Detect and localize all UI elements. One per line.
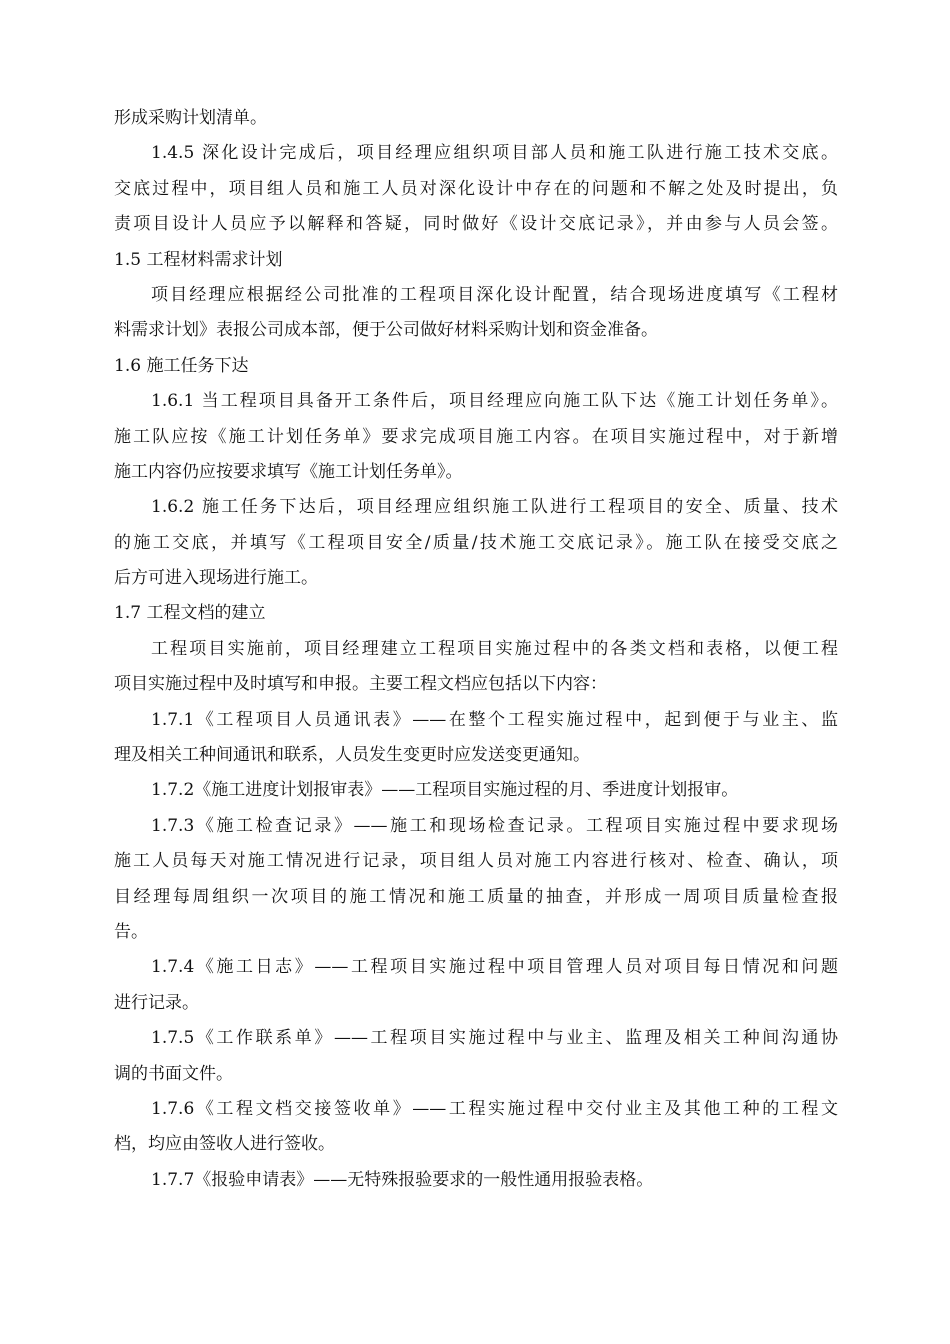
text-line: 后方可进入现场进行施工。 (114, 568, 318, 589)
text-line: 施工人员每天对施工情况进行记录，项目组人员对施工内容进行核对、检查、确认，项 (114, 851, 838, 872)
text-line: 项目实施过程中及时填写和申报。主要工程文档应包括以下内容： (114, 674, 607, 695)
text-line: 进行记录。 (114, 992, 199, 1013)
text-line: 交底过程中，项目组人员和施工人员对深化设计中存在的问题和不解之处及时提出，负 (114, 178, 838, 199)
text-line: 1.6.2 施工任务下达后，项目经理应组织施工队进行工程项目的安全、质量、技术 (151, 497, 838, 518)
text-line: 施工队应按《施工计划任务单》要求完成项目施工内容。在项目实施过程中，对于新增 (114, 426, 838, 447)
text-line: 告。 (114, 921, 148, 942)
text-line: 1.7.3《施工检查记录》——施工和现场检查记录。工程项目实施过程中要求现场 (151, 815, 838, 836)
text-line: 1.7.4《施工日志》——工程项目实施过程中项目管理人员对项目每日情况和问题 (151, 957, 838, 978)
text-line: 1.6 施工任务下达 (114, 355, 249, 376)
text-line: 目经理每周组织一次项目的施工情况和施工质量的抽查，并形成一周项目质量检查报 (114, 886, 838, 907)
text-line: 1.4.5 深化设计完成后，项目经理应组织项目部人员和施工队进行施工技术交底。 (151, 143, 838, 164)
text-line: 1.7.5《工作联系单》——工程项目实施过程中与业主、监理及相关工种间沟通协 (151, 1028, 838, 1049)
text-line: 工程项目实施前，项目经理建立工程项目实施过程中的各类文档和表格，以便工程 (151, 638, 838, 659)
text-line: 1.7.2《施工进度计划报审表》——工程项目实施过程的月、季进度计划报审。 (151, 780, 739, 801)
text-line: 1.7 工程文档的建立 (114, 603, 266, 624)
text-line: 1.7.7《报验申请表》——无特殊报验要求的一般性通用报验表格。 (151, 1169, 654, 1190)
text-line: 1.6.1 当工程项目具备开工条件后，项目经理应向施工队下达《施工计划任务单》。 (151, 391, 838, 412)
text-line: 施工内容仍应按要求填写《施工计划任务单》。 (114, 461, 463, 482)
text-line: 档，均应由签收人进行签收。 (114, 1134, 335, 1155)
text-line: 1.7.6《工程文档交接签收单》——工程实施过程中交付业主及其他工种的工程文 (151, 1098, 838, 1119)
text-line: 料需求计划》表报公司成本部，便于公司做好材料采购计划和资金准备。 (114, 320, 658, 341)
text-line: 责项目设计人员应予以解释和答疑，同时做好《设计交底记录》，并由参与人员会签。 (114, 214, 838, 235)
text-line: 项目经理应根据经公司批准的工程项目深化设计配置，结合现场进度填写《工程材 (151, 284, 838, 305)
text-line: 的施工交底，并填写《工程项目安全/质量/技术施工交底记录》。施工队在接受交底之 (114, 532, 838, 553)
text-line: 形成采购计划清单。 (114, 108, 267, 128)
text-line: 1.7.1《工程项目人员通讯表》——在整个工程实施过程中，起到便于与业主、监 (151, 709, 838, 730)
text-line: 调的书面文件。 (114, 1063, 233, 1084)
text-line: 理及相关工种间通讯和联系，人员发生变更时应发送变更通知。 (114, 745, 590, 766)
text-line: 1.5 工程材料需求计划 (114, 249, 283, 270)
document-page (114, 101, 838, 1198)
